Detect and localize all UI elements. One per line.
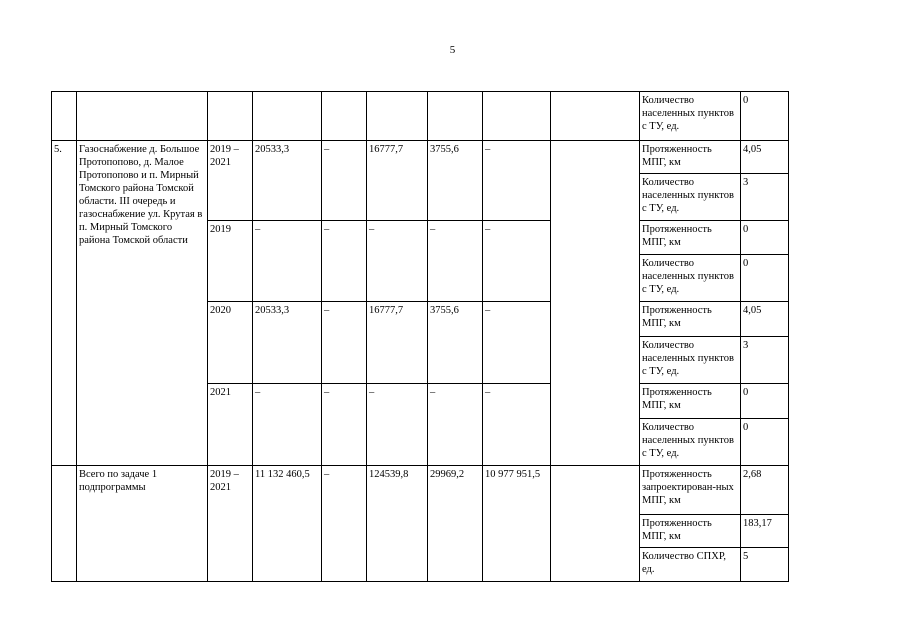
other-cell: – xyxy=(483,221,551,302)
indicator-value: 0 xyxy=(741,221,789,255)
indicator-label: Протяженность МПГ, км xyxy=(640,515,741,548)
total-cell: 11 132 460,5 xyxy=(253,466,322,582)
period-cell: 2019 xyxy=(208,221,253,302)
indicator-label: Количество населенных пунктов с ТУ, ед. xyxy=(640,92,741,141)
row-number xyxy=(52,466,77,582)
task-name: Газоснабжение д. Большое Протопопово, д. Малое Протопопово и п. Мирный Томского района Томской области. III очередь и газоснабжение ул. Крутая в п. Мирный Томского района Томской области xyxy=(77,141,208,466)
federal-cell: – xyxy=(322,302,367,384)
table-row xyxy=(52,466,789,515)
indicator-label: Количество населенных пунктов с ТУ, ед. xyxy=(640,255,741,302)
indicator-label: Протяженность МПГ, км xyxy=(640,302,741,337)
total-cell: 20533,3 xyxy=(253,141,322,221)
indicator-value: 0 xyxy=(741,92,789,141)
federal-cell: – xyxy=(322,141,367,221)
table-row xyxy=(52,141,789,174)
program-table xyxy=(51,91,789,582)
regional-cell: 124539,8 xyxy=(367,466,428,582)
period-cell: 2021 xyxy=(208,384,253,466)
federal-cell: – xyxy=(322,384,367,466)
indicator-label: Протяженность МПГ, км xyxy=(640,141,741,174)
total-cell: 20533,3 xyxy=(253,302,322,384)
indicator-value: 0 xyxy=(741,419,789,466)
period-cell: 2020 xyxy=(208,302,253,384)
indicator-value: 4,05 xyxy=(741,141,789,174)
federal-cell: – xyxy=(322,221,367,302)
period-cell: 2019 – 2021 xyxy=(208,141,253,221)
table-row xyxy=(52,92,789,141)
total-name: Всего по задаче 1 подпрограммы xyxy=(77,466,208,582)
row-number: 5. xyxy=(52,141,77,466)
period-cell: 2019 – 2021 xyxy=(208,466,253,582)
regional-cell: 16777,7 xyxy=(367,302,428,384)
regional-cell: – xyxy=(367,384,428,466)
other-cell: 10 977 951,5 xyxy=(483,466,551,582)
other-cell: – xyxy=(483,384,551,466)
indicator-label: Протяженность МПГ, км xyxy=(640,221,741,255)
indicator-value: 0 xyxy=(741,255,789,302)
page-number: 5 xyxy=(449,44,456,56)
local-cell: – xyxy=(428,384,483,466)
indicator-value: 5 xyxy=(741,548,789,582)
indicator-label: Количество населенных пунктов с ТУ, ед. xyxy=(640,337,741,384)
indicator-label: Протяженность МПГ, км xyxy=(640,384,741,419)
indicator-value: 183,17 xyxy=(741,515,789,548)
empty-cell xyxy=(551,141,640,466)
indicator-value: 2,68 xyxy=(741,466,789,515)
indicator-value: 3 xyxy=(741,337,789,384)
other-cell: – xyxy=(483,302,551,384)
indicator-value: 3 xyxy=(741,174,789,221)
total-cell: – xyxy=(253,221,322,302)
indicator-label: Количество СПХР, ед. xyxy=(640,548,741,582)
local-cell: 29969,2 xyxy=(428,466,483,582)
regional-cell: – xyxy=(367,221,428,302)
regional-cell: 16777,7 xyxy=(367,141,428,221)
indicator-label: Количество населенных пунктов с ТУ, ед. xyxy=(640,174,741,221)
total-cell: – xyxy=(253,384,322,466)
indicator-value: 4,05 xyxy=(741,302,789,337)
local-cell: 3755,6 xyxy=(428,302,483,384)
indicator-value: 0 xyxy=(741,384,789,419)
other-cell: – xyxy=(483,141,551,221)
federal-cell: – xyxy=(322,466,367,582)
indicator-label: Протяженность запроектирован-ных МПГ, км xyxy=(640,466,741,515)
local-cell: – xyxy=(428,221,483,302)
empty-cell xyxy=(551,466,640,582)
local-cell: 3755,6 xyxy=(428,141,483,221)
indicator-label: Количество населенных пунктов с ТУ, ед. xyxy=(640,419,741,466)
